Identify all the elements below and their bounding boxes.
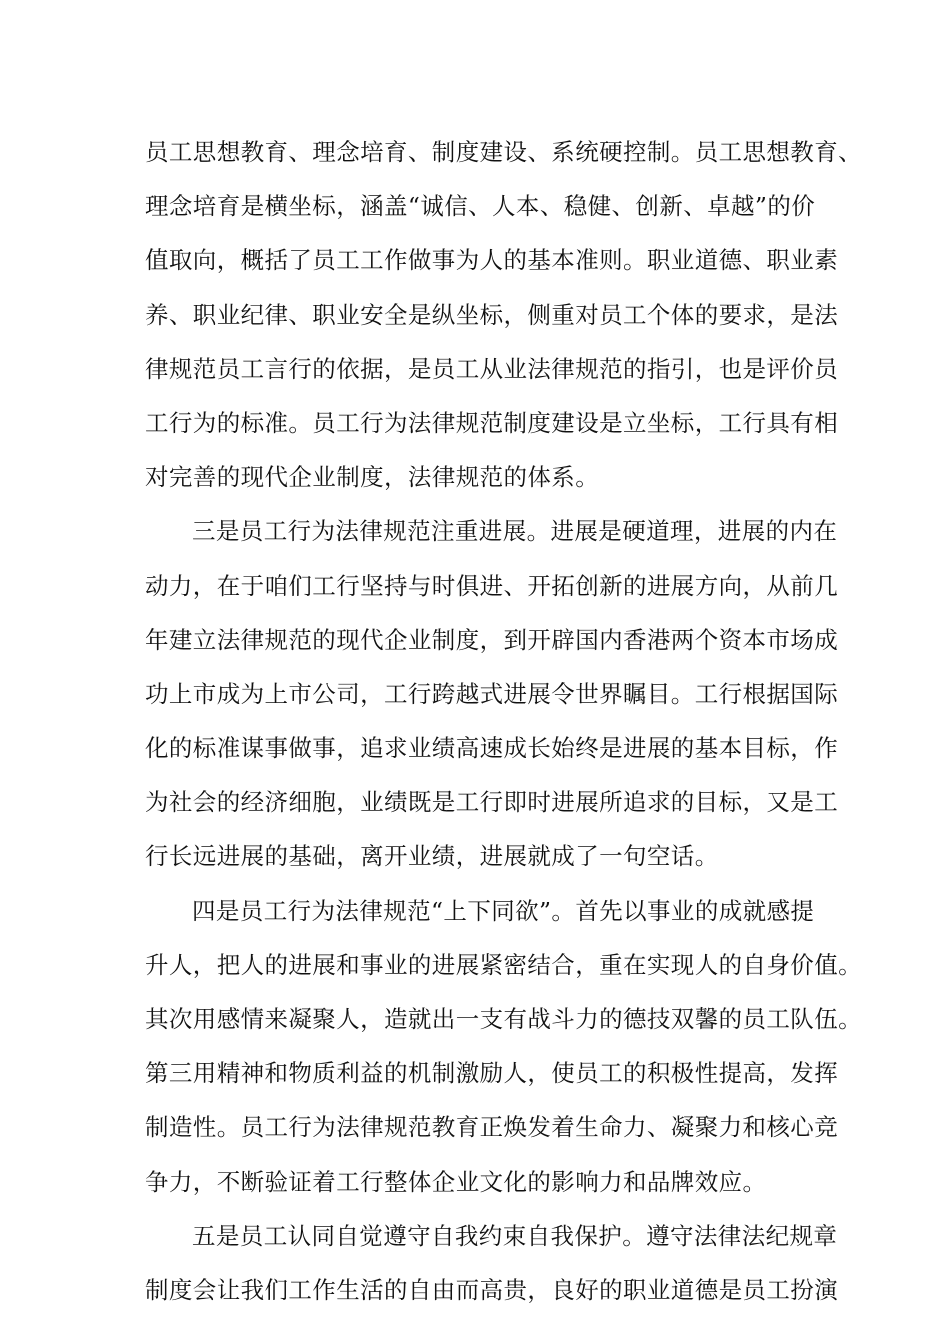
text-line: 律规范员工言行的依据，是员工从业法律规范的指引，也是评价员 [145,354,839,383]
paragraph-start-line: 五是员工认同自觉遵守自我约束自我保护。遵守法律法纪规章 [192,1221,838,1250]
text-line: 年建立法律规范的现代企业制度，到开辟国内香港两个资本市场成 [145,625,839,654]
text-line: 理念培育是横坐标，涵盖“诚信、人本、稳健、创新、卓越”的价 [145,192,816,221]
text-line: 工行为的标准。员工行为法律规范制度建设是立坐标，工行具有相 [145,408,839,437]
text-line: 为社会的经济细胞，业绩既是工行即时进展所追求的目标，又是工 [145,788,839,817]
text-line: 对完善的现代企业制度，法律规范的体系。 [145,463,600,492]
text-line: 争力，不断验证着工行整体企业文化的影响力和品牌效应。 [145,1167,767,1196]
text-line: 化的标准谋事做事，追求业绩高速成长始终是进展的基本目标，作 [145,734,839,763]
body-text [145,125,862,1317]
paragraph-start-line: 四是员工行为法律规范“上下同欲”。首先以事业的成就感提 [192,896,815,925]
text-line: 制度会让我们工作生活的自由而高贵，良好的职业道德是员工扮演 [145,1275,839,1304]
text-line: 制造性。员工行为法律规范教育正焕发着生命力、凝聚力和核心竞 [145,1113,839,1142]
text-line: 升人，把人的进展和事业的进展紧密结合，重在实现人的自身价值。 [145,950,862,979]
text-line: 第三用精神和物质利益的机制激励人，使员工的积极性提高，发挥 [145,1059,839,1088]
text-line: 动力，在于咱们工行坚持与时俱进、开拓创新的进展方向，从前几 [145,571,839,600]
text-line: 行长远进展的基础，离开业绩，进展就成了一句空话。 [145,842,719,871]
paragraph-start-line: 三是员工行为法律规范注重进展。进展是硬道理，进展的内在 [192,517,838,546]
text-line: 功上市成为上市公司，工行跨越式进展令世界瞩目。工行根据国际 [145,679,839,708]
text-line: 员工思想教育、理念培育、制度建设、系统硬控制。员工思想教育、 [145,138,862,166]
text-line: 其次用感情来凝聚人，造就出一支有战斗力的德技双馨的员工队伍。 [145,1005,862,1033]
text-line: 值取向，概括了员工工作做事为人的基本准则。职业道德、职业素 [145,246,839,275]
text-line: 养、职业纪律、职业安全是纵坐标，侧重对员工个体的要求，是法 [145,300,839,329]
